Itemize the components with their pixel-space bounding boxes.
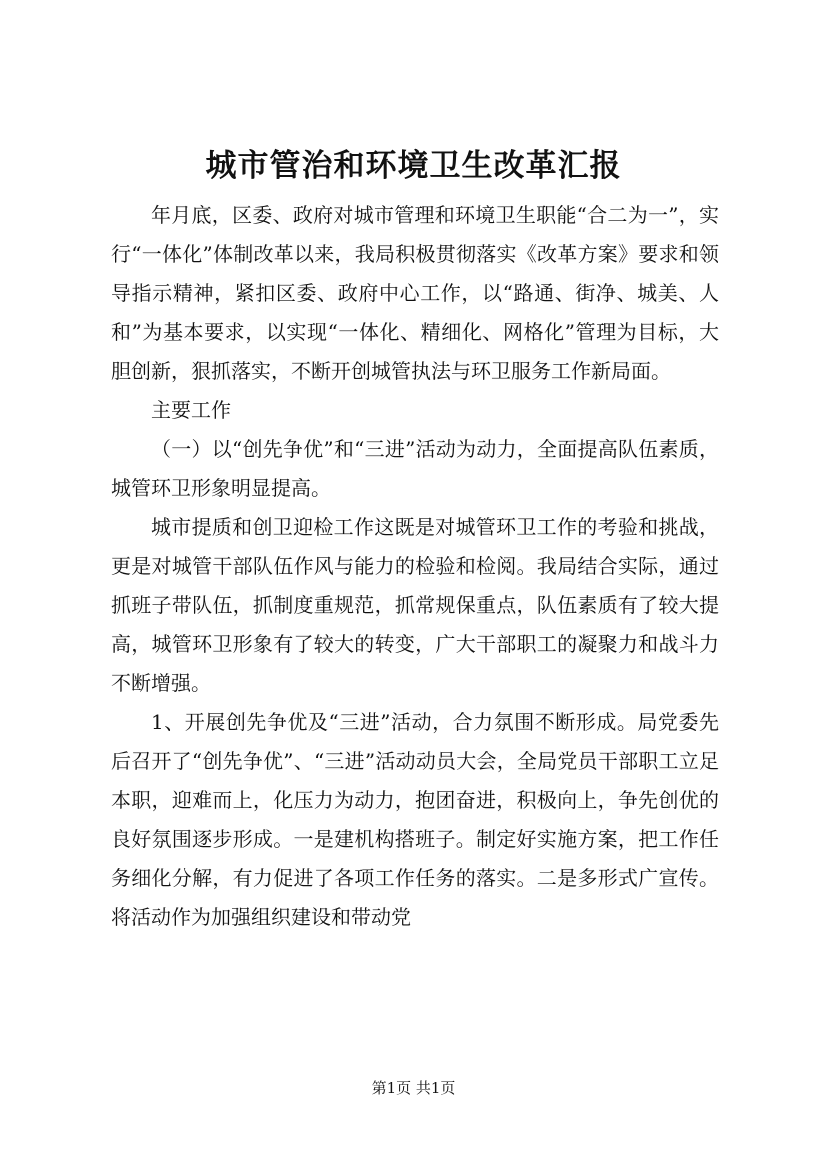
paragraph-body: 城市提质和创卫迎检工作这既是对城管环卫工作的考验和挑战，更是对城管干部队伍作风与能力的检验和检阅。我局结合实际，通过抓班子带队伍，抓制度重规范，抓常规保重点，队伍素质有了较大提高，城管环卫形象有了较大的转变，广大干部职工的凝聚力和战斗力不断增强。 — [111, 515, 719, 695]
paragraph-item-1: 1、开展创先争优及“三进”活动，合力氛围不断形成。局党委先后召开了“创先争优”、“三进”活动动员大会，全局党员干部职工立足本职，迎难而上，化压力为动力，抱团奋进，积极向上，争先创优的良好氛围逐步形成。一是建机构搭班子。制定好实施方案，把工作任务细化分解，有力促进了各项工作任务的落实。二是多形式广宣传。将活动作为加强组织建设和带动党 — [111, 710, 719, 929]
page-footer: 第1页 共1页 — [371, 1079, 456, 1097]
document-title: 城市管治和环境卫生改革汇报 — [205, 148, 622, 184]
subsection-heading: （一）以“创先争优”和“三进”活动为动力，全面提高队伍素质，城管环卫形象明显提高。 — [111, 437, 719, 500]
section-heading: 主要工作 — [151, 398, 231, 422]
paragraph-intro: 年月底，区委、政府对城市管理和环境卫生职能“合二为一”，实行“一体化”体制改革以来，我局积极贯彻落实《改革方案》要求和领导指示精神，紧扣区委、政府中心工作，以“路通、街净、城美、人和”为基本要求，以实现“一体化、精细化、网格化”管理为目标，大胆创新，狠抓落实，不断开创城管执法与环卫服务工作新局面。 — [111, 203, 719, 383]
document-body — [111, 196, 719, 937]
